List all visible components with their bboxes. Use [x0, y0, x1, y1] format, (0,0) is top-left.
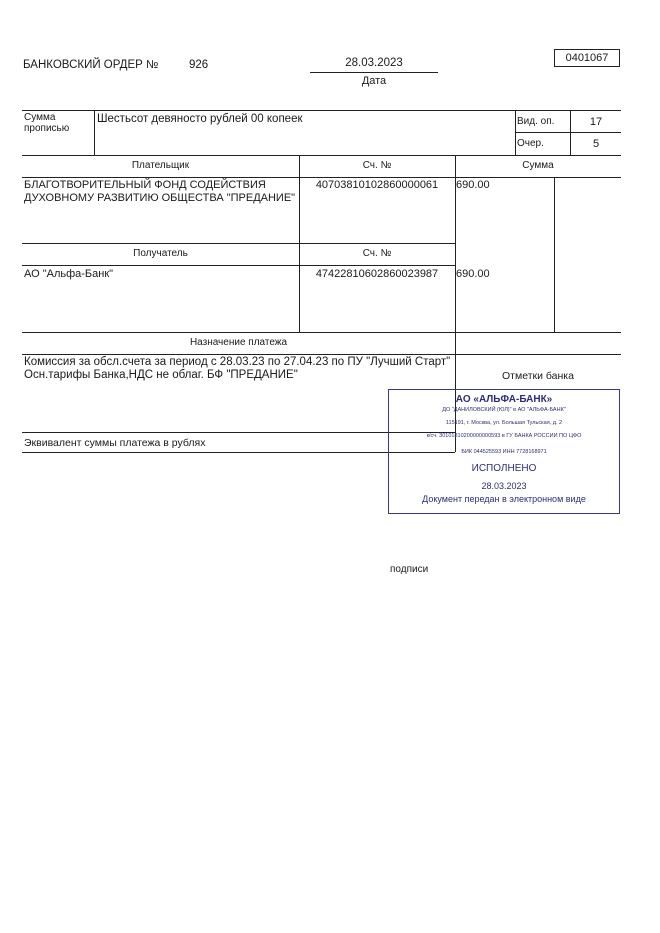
stamp-corr-account: к/сч. 30101810200000000593 в ГУ БАНКА РОССИИ ПО ЦФО: [426, 433, 582, 439]
vline-sum-right: [554, 177, 555, 332]
date-label: Дата: [361, 75, 387, 87]
form-code-box: 0401067: [554, 49, 620, 67]
sum-header: Сумма: [522, 160, 554, 171]
line-header-top: [22, 155, 621, 156]
line-operation-mid: [515, 132, 621, 133]
signatures-label: подписи: [390, 564, 429, 575]
line-recipient-top: [22, 243, 455, 244]
stamp-branch: ДО "ДАНИЛОВСКИЙ (ЮЛ)" в АО "АЛЬФА-БАНК": [442, 407, 566, 413]
stamp-date: 28.03.2023: [481, 481, 527, 491]
purpose-line-1: Комиссия за обсл.счета за период с 28.03.23 по 27.04.23 по ПУ "Лучший Старт": [24, 356, 451, 368]
recipient-header: Получатель: [133, 248, 188, 259]
amount-words-value: Шестьсот девяносто рублей 00 копеек: [97, 113, 303, 125]
table-top-line: [22, 110, 621, 111]
recipient-amount: 690.00: [456, 268, 490, 280]
vline-operation-left: [515, 110, 516, 155]
amount-words-label-2: прописью: [24, 123, 70, 134]
payer-name-2: ДУХОВНОМУ РАЗВИТИЮ ОБЩЕСТВА "ПРЕДАНИЕ": [24, 192, 296, 204]
bank-marks-label: Отметки банка: [502, 370, 574, 382]
line-purpose-top: [22, 332, 621, 333]
document-title: БАНКОВСКИЙ ОРДЕР №: [23, 59, 159, 71]
bank-stamp: [388, 389, 620, 514]
payer-amount: 690.00: [456, 179, 490, 191]
stamp-status: ИСПОЛНЕНО: [471, 463, 537, 474]
stamp-bik-inn: БИК 044525593 ИНН 7728168971: [461, 449, 547, 455]
amount-words-label-1: Сумма: [24, 112, 56, 123]
operation-type-label: Вид. оп.: [517, 116, 555, 127]
account-header: Сч. №: [362, 160, 392, 171]
vline-label-divider: [94, 110, 95, 155]
priority-value: 5: [592, 138, 600, 150]
priority-label: Очер.: [517, 138, 544, 149]
purpose-header: Назначение платежа: [189, 337, 288, 348]
line-recipient-header-bottom: [22, 265, 455, 266]
payer-name-1: БЛАГОТВОРИТЕЛЬНЫЙ ФОНД СОДЕЙСТВИЯ: [24, 179, 266, 191]
order-number: 926: [189, 59, 209, 71]
stamp-note: Документ передан в электронном виде: [422, 494, 586, 504]
payer-account: 40703810102860000061: [315, 179, 439, 191]
operation-type-value: 17: [589, 116, 603, 128]
recipient-account: 47422810602860023987: [315, 268, 439, 280]
order-date: 28.03.2023: [345, 57, 403, 69]
stamp-address: 115191, г. Москва, ул. Большая Тульская, д. 2: [445, 420, 563, 426]
purpose-line-2: Осн.тарифы Банка,НДС не облаг. БФ "ПРЕДАНИЕ": [24, 369, 298, 381]
date-underline: [310, 72, 438, 73]
recipient-account-header: Сч. №: [362, 248, 392, 259]
recipient-name: АО "Альфа-Банк": [24, 268, 114, 280]
equivalent-label: Эквивалент суммы платежа в рублях: [24, 437, 206, 449]
stamp-bank-name: АО «АЛЬФА-БАНК»: [455, 394, 553, 405]
payer-header: Плательщик: [131, 160, 190, 171]
